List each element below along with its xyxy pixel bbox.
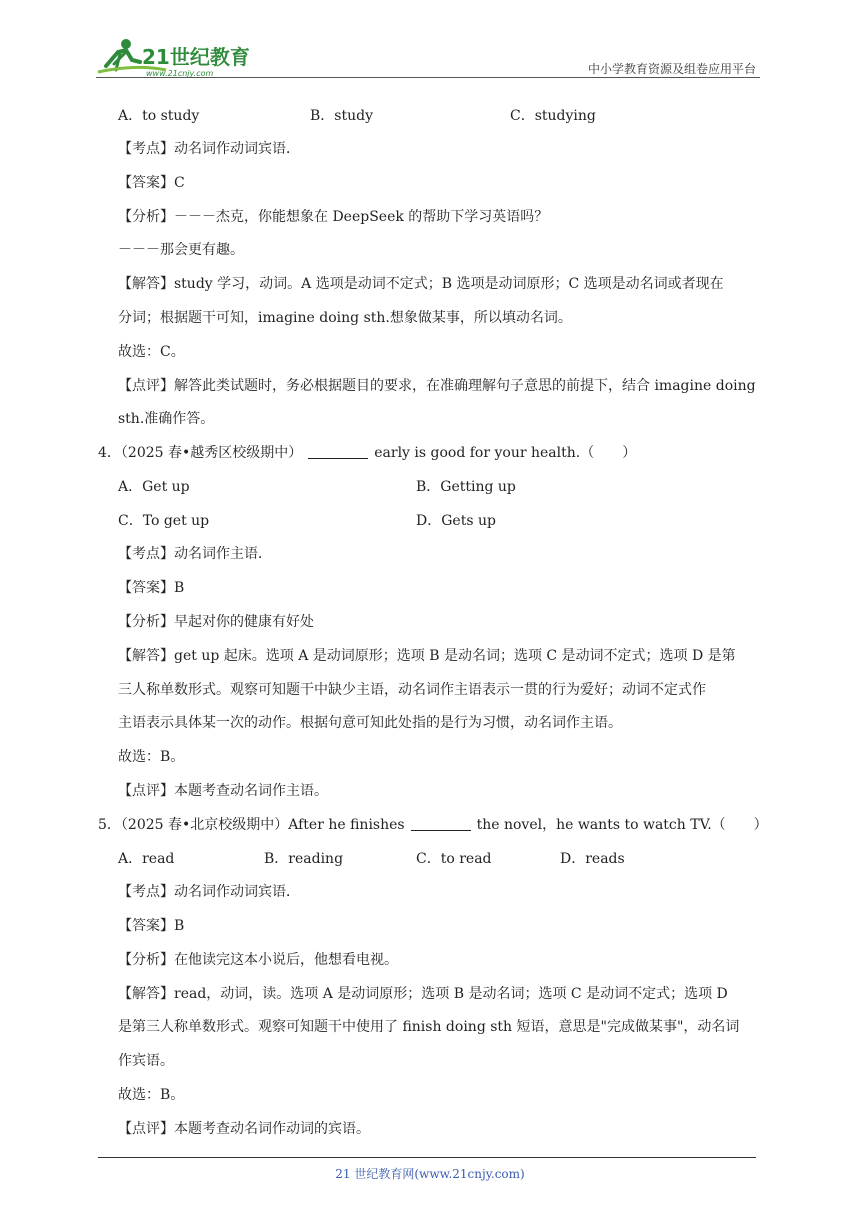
q3-solution-2: 分词；根据题干可知，imagine doing sth.想象做某事，所以填动名词。 [118, 310, 572, 326]
site-logo [96, 36, 266, 80]
q4-stem-suffix: early is good for your health.（ ） [374, 445, 637, 461]
q3-comment-2: sth.准确作答。 [118, 411, 215, 427]
q4-option-b: B．Getting up [416, 479, 516, 495]
q3-option-a: A．to study [118, 108, 200, 124]
q5-solution-1: 【解答】read，动词，读。选项 A 是动词原形；选项 B 是动名词；选项 C 是动词不定式；选项 D [118, 986, 728, 1002]
q3-answer: 【答案】C [118, 175, 185, 191]
logo-url: www.21cnjy.com [146, 69, 214, 78]
q4-solution-3: 主语表示具体某一次的动作。根据句意可知此处指的是行为习惯，动名词作主语。 [118, 715, 622, 731]
q4-analysis: 【分析】早起对你的健康有好处 [118, 614, 314, 630]
q3-option-c: C．studying [510, 108, 596, 124]
q5-stem [98, 815, 768, 835]
q5-solution-3: 作宾语。 [118, 1053, 174, 1069]
q4-option-a: A．Get up [118, 479, 190, 495]
footer-link[interactable]: 21 世纪教育网(www.21cnjy.com) [335, 1167, 525, 1181]
q5-solution-2: 是第三人称单数形式。观察可知题干中使用了 finish doing sth 短语，意思是"完成做某事"，动名词 [118, 1019, 740, 1035]
q3-comment-1: 【点评】解答此类试题时，务必根据题目的要求，在准确理解句子意思的前提下，结合 imagine doing [118, 378, 756, 394]
q4-comment: 【点评】本题考查动名词作主语。 [118, 783, 328, 799]
q5-analysis: 【分析】在他读完这本小说后，他想看电视。 [118, 952, 398, 968]
q4-solution-1: 【解答】get up 起床。选项 A 是动词原形；选项 B 是动名词；选项 C 是动词不定式；选项 D 是第 [118, 648, 736, 664]
q4-stem [98, 443, 636, 463]
q4-stem-prefix: 4．（2025 春•越秀区校级期中） [98, 445, 303, 461]
logo-text: 21世纪教育 [142, 45, 250, 69]
q5-choice: 故选：B。 [118, 1087, 185, 1103]
q5-kaodian: 【考点】动名词作动词宾语． [118, 884, 300, 900]
q4-choice: 故选：B。 [118, 749, 185, 765]
q5-comment: 【点评】本题考查动名词作动词的宾语。 [118, 1121, 370, 1137]
q5-stem-prefix: 5．（2025 春•北京校级期中）After he finishes [98, 817, 405, 833]
q4-blank [308, 444, 368, 459]
header-platform-text: 中小学教育资源及组卷应用平台 [587, 62, 756, 76]
q3-analysis-1: 【分析】－－－杰克，你能想象在 DeepSeek 的帮助下学习英语吗？ [118, 209, 549, 225]
q3-kaodian: 【考点】动名词作动词宾语． [118, 141, 300, 157]
q4-answer: 【答案】B [118, 580, 185, 596]
q3-analysis-2: －－－那会更有趣。 [118, 242, 244, 258]
q5-stem-suffix: the novel，he wants to watch TV.（ ） [476, 817, 768, 833]
q5-answer: 【答案】B [118, 918, 185, 934]
q5-option-c: C．to read [416, 851, 492, 867]
q4-solution-2: 三人称单数形式。观察可知题干中缺少主语，动名词作主语表示一贯的行为爱好；动词不定式作 [118, 682, 706, 698]
q5-blank [411, 816, 471, 831]
q3-solution-1: 【解答】study 学习，动词。A 选项是动词不定式；B 选项是动词原形；C 选项是动名词或者现在 [118, 276, 724, 292]
header-divider [96, 77, 760, 78]
q4-option-c: C．To get up [118, 513, 210, 529]
q5-option-a: A．read [118, 851, 175, 867]
q5-option-b: B．reading [264, 851, 344, 867]
q5-option-d: D．reads [560, 851, 625, 867]
q4-kaodian: 【考点】动名词作主语． [118, 546, 272, 562]
q3-choice: 故选：C。 [118, 344, 185, 360]
footer-divider [98, 1157, 756, 1158]
q4-option-d: D．Gets up [416, 513, 496, 529]
q3-option-b: B．study [310, 108, 373, 124]
